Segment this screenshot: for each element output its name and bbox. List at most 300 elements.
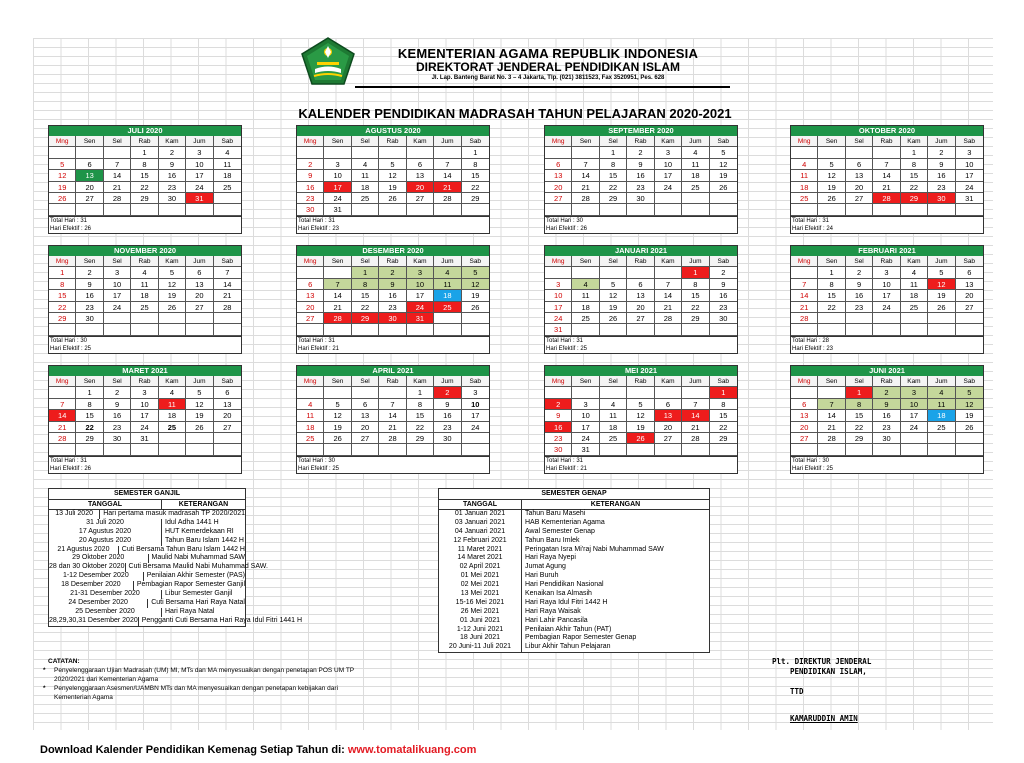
day-cell: 12 [49, 170, 76, 181]
day-cell: 5 [710, 147, 737, 158]
table-row [439, 608, 709, 617]
empty-cell [186, 324, 213, 335]
day-name: Kam [655, 376, 682, 387]
empty-cell [545, 147, 572, 158]
row-description: Tahun Baru Masehi [525, 510, 586, 517]
day-cell: 25 [214, 182, 241, 193]
day-cell: 15 [76, 410, 103, 421]
month-calendar [48, 365, 242, 474]
day-cell: 1 [49, 267, 76, 278]
empty-cell [873, 444, 900, 455]
empty-cell [655, 444, 682, 455]
row-description: Kenaikan Isa Almasih [525, 590, 592, 598]
month-grid [791, 376, 983, 456]
day-name: Jum [682, 376, 709, 387]
day-cell: 9 [379, 279, 406, 290]
row-description: Hari Raya Natal [165, 607, 215, 615]
day-cell: 31 [572, 444, 599, 455]
day-name: Sen [76, 256, 103, 267]
month-grid [791, 136, 983, 216]
day-name: Rab [873, 136, 900, 147]
month-grid [545, 136, 737, 216]
month-grid [49, 376, 241, 456]
empty-cell [186, 204, 213, 215]
row-date: 12 Februari 2021 [439, 537, 522, 546]
column-header-date: TANGGAL [439, 500, 522, 509]
empty-cell [324, 387, 351, 398]
month-title: AGUSTUS 2020 [297, 126, 489, 136]
day-cell: 17 [104, 290, 131, 301]
day-cell: 16 [434, 410, 461, 421]
day-cell: 12 [710, 159, 737, 170]
empty-cell [186, 313, 213, 324]
empty-cell [600, 204, 627, 215]
empty-cell [901, 444, 928, 455]
day-cell: 24 [956, 182, 983, 193]
day-cell: 12 [186, 399, 213, 410]
day-cell: 17 [186, 170, 213, 181]
day-cell: 6 [407, 159, 434, 170]
signer-title-2: PENDIDIKAN ISLAM, [790, 667, 867, 676]
day-name: Sen [324, 376, 351, 387]
day-name: Mng [791, 136, 818, 147]
total-days: Total Hari : 30 [792, 457, 830, 464]
month-grid [49, 256, 241, 336]
day-cell: 12 [462, 279, 489, 290]
empty-cell [846, 444, 873, 455]
day-cell: 29 [352, 313, 379, 324]
empty-cell [49, 204, 76, 215]
day-cell: 22 [49, 302, 76, 313]
day-cell: 2 [297, 159, 324, 170]
month-title: JUNI 2021 [791, 366, 983, 376]
day-cell: 22 [352, 302, 379, 313]
day-cell: 9 [297, 170, 324, 181]
day-cell: 3 [462, 387, 489, 398]
day-cell: 6 [956, 267, 983, 278]
day-cell: 8 [352, 279, 379, 290]
day-cell: 16 [846, 290, 873, 301]
day-name: Rab [873, 376, 900, 387]
day-cell: 27 [655, 433, 682, 444]
day-name: Jum [186, 136, 213, 147]
row-date: 01 Januari 2021 [439, 510, 522, 519]
day-cell: 6 [186, 267, 213, 278]
day-cell: 25 [901, 302, 928, 313]
empty-cell [545, 387, 572, 398]
day-cell: 6 [297, 279, 324, 290]
day-cell: 25 [159, 422, 186, 433]
day-name: Rab [627, 376, 654, 387]
row-description: Tahun Baru Islam 1442 H [165, 536, 244, 544]
month-calendar [544, 365, 738, 474]
row-date: 28 dan 30 Oktober 2020 [49, 563, 125, 571]
row-description: Hari Buruh [525, 572, 559, 580]
day-cell: 17 [462, 410, 489, 421]
empty-cell [434, 204, 461, 215]
day-cell: 17 [324, 182, 351, 193]
day-cell: 11 [682, 159, 709, 170]
day-cell: 4 [352, 159, 379, 170]
day-cell: 1 [710, 387, 737, 398]
day-cell: 8 [846, 399, 873, 410]
day-cell: 16 [379, 290, 406, 301]
day-cell: 15 [462, 170, 489, 181]
day-cell: 26 [49, 193, 76, 204]
day-name: Kam [159, 136, 186, 147]
day-cell: 30 [379, 313, 406, 324]
day-cell: 25 [572, 313, 599, 324]
note-item: * Penyelenggaraan Ujian Madrasah (UM) MI, MTs dan MA menyesuaikan dengan penetapan POS UM TP 2020/2021 dari Kementerian Agama [48, 666, 368, 684]
day-cell: 3 [186, 147, 213, 158]
day-cell: 1 [462, 147, 489, 158]
day-name: Kam [407, 136, 434, 147]
directorate-name: DIREKTORAT JENDERAL PENDIDIKAN ISLAM [415, 60, 681, 74]
empty-cell [682, 387, 709, 398]
day-cell: 21 [324, 302, 351, 313]
table-row [49, 572, 245, 581]
day-name: Sab [956, 136, 983, 147]
day-cell: 19 [462, 290, 489, 301]
empty-cell [297, 444, 324, 455]
day-cell: 7 [818, 399, 845, 410]
day-cell: 24 [873, 302, 900, 313]
day-name: Sel [600, 376, 627, 387]
empty-cell [572, 324, 599, 335]
empty-cell [956, 324, 983, 335]
day-name: Mng [49, 136, 76, 147]
month-grid [545, 376, 737, 456]
day-cell: 8 [901, 159, 928, 170]
month-summary [297, 456, 489, 473]
day-cell: 10 [545, 290, 572, 301]
day-cell: 21 [818, 422, 845, 433]
empty-cell [434, 324, 461, 335]
empty-cell [791, 267, 818, 278]
day-name: Kam [901, 376, 928, 387]
day-cell: 6 [846, 159, 873, 170]
day-cell: 24 [901, 422, 928, 433]
day-cell: 27 [956, 302, 983, 313]
empty-cell [352, 147, 379, 158]
empty-cell [818, 204, 845, 215]
day-name: Kam [901, 256, 928, 267]
day-cell: 9 [545, 410, 572, 421]
day-cell: 8 [682, 279, 709, 290]
day-cell: 5 [928, 267, 955, 278]
empty-cell [682, 324, 709, 335]
empty-cell [352, 324, 379, 335]
day-cell: 15 [49, 290, 76, 301]
table-row [439, 643, 709, 652]
day-name: Rab [873, 256, 900, 267]
empty-cell [214, 324, 241, 335]
row-description: Pengganti Cuti Bersama Hari Raya Idul Fitri 1441 H [141, 616, 303, 624]
day-name: Kam [407, 256, 434, 267]
day-cell: 10 [131, 399, 158, 410]
day-name: Kam [159, 256, 186, 267]
total-days: Total Hari : 31 [792, 217, 830, 224]
total-days: Total Hari : 31 [50, 457, 88, 464]
empty-cell [818, 387, 845, 398]
table-row [439, 590, 709, 599]
day-name: Sel [104, 376, 131, 387]
day-cell: 14 [791, 290, 818, 301]
day-cell: 30 [545, 444, 572, 455]
month-calendar [48, 245, 242, 354]
table-row [49, 528, 245, 537]
day-cell: 26 [324, 433, 351, 444]
column-header-description: KETERANGAN [590, 501, 641, 508]
day-name: Rab [379, 256, 406, 267]
empty-cell [956, 204, 983, 215]
day-name: Sab [710, 136, 737, 147]
table-row [439, 537, 709, 546]
day-cell: 2 [159, 147, 186, 158]
empty-cell [104, 313, 131, 324]
day-cell: 9 [76, 279, 103, 290]
day-cell: 4 [572, 279, 599, 290]
day-cell: 4 [131, 267, 158, 278]
day-cell: 22 [682, 302, 709, 313]
empty-cell [49, 324, 76, 335]
month-grid [49, 136, 241, 216]
month-calendar [296, 245, 490, 354]
day-name: Mng [297, 376, 324, 387]
day-cell: 11 [352, 170, 379, 181]
day-cell: 25 [131, 302, 158, 313]
day-cell: 26 [159, 302, 186, 313]
table-row [439, 572, 709, 581]
day-cell: 29 [846, 433, 873, 444]
semester-ganjil-table [48, 488, 303, 627]
day-cell: 30 [159, 193, 186, 204]
day-cell: 16 [545, 422, 572, 433]
month-summary [297, 216, 489, 233]
day-name: Rab [379, 376, 406, 387]
day-cell: 14 [572, 170, 599, 181]
day-cell: 5 [600, 279, 627, 290]
month-calendar [544, 125, 738, 234]
day-cell: 3 [324, 159, 351, 170]
day-cell: 9 [627, 159, 654, 170]
day-cell: 25 [434, 302, 461, 313]
day-cell: 28 [104, 193, 131, 204]
day-cell: 8 [407, 399, 434, 410]
day-name: Sab [214, 136, 241, 147]
day-cell: 20 [956, 290, 983, 301]
day-cell: 4 [297, 399, 324, 410]
header-divider [355, 86, 730, 88]
day-cell: 13 [655, 410, 682, 421]
day-cell: 29 [901, 193, 928, 204]
row-description: Tahun Baru Imlek [525, 536, 580, 544]
row-date: 02 Mei 2021 [439, 581, 522, 590]
day-cell: 17 [131, 410, 158, 421]
day-cell: 9 [710, 279, 737, 290]
day-cell: 21 [379, 422, 406, 433]
day-name: Sab [462, 136, 489, 147]
day-cell: 11 [131, 279, 158, 290]
day-cell: 30 [104, 433, 131, 444]
day-name: Jum [434, 136, 461, 147]
address: Jl. Lap. Banteng Barat No. 3 – 4 Jakarta, Tlp. (021) 3811523, Fax 3520951, Pes. 628 [431, 75, 665, 81]
day-name: Sel [352, 136, 379, 147]
day-cell: 10 [186, 159, 213, 170]
day-cell: 18 [928, 410, 955, 421]
day-cell: 15 [901, 170, 928, 181]
empty-cell [956, 433, 983, 444]
day-cell: 4 [434, 267, 461, 278]
empty-cell [214, 193, 241, 204]
empty-cell [324, 147, 351, 158]
month-grid [545, 256, 737, 336]
day-cell: 3 [104, 267, 131, 278]
empty-cell [297, 267, 324, 278]
month-summary [545, 216, 737, 233]
day-cell: 22 [600, 182, 627, 193]
empty-cell [655, 204, 682, 215]
day-cell: 19 [186, 410, 213, 421]
total-days: Total Hari : 31 [50, 217, 88, 224]
day-name: Sab [462, 376, 489, 387]
month-summary [49, 216, 241, 233]
day-cell: 28 [434, 193, 461, 204]
day-cell: 1 [818, 267, 845, 278]
empty-cell [791, 204, 818, 215]
day-cell: 21 [572, 182, 599, 193]
empty-cell [655, 387, 682, 398]
day-cell: 13 [214, 399, 241, 410]
day-name: Sen [76, 136, 103, 147]
day-cell: 24 [104, 302, 131, 313]
month-title: OKTOBER 2020 [791, 126, 983, 136]
empty-cell [379, 444, 406, 455]
day-cell: 19 [928, 290, 955, 301]
day-cell: 10 [407, 279, 434, 290]
day-cell: 20 [791, 422, 818, 433]
day-name: Jum [434, 256, 461, 267]
row-description: Jumat Agung [525, 563, 566, 571]
footer-link[interactable]: www.tomatalikuang.com [347, 744, 477, 756]
day-cell: 28 [682, 433, 709, 444]
day-cell: 9 [159, 159, 186, 170]
empty-cell [76, 204, 103, 215]
day-cell: 19 [600, 302, 627, 313]
day-cell: 19 [818, 182, 845, 193]
day-cell: 26 [600, 313, 627, 324]
table-row [49, 590, 245, 599]
day-name: Sel [352, 256, 379, 267]
day-cell: 17 [901, 410, 928, 421]
day-name: Kam [901, 136, 928, 147]
month-grid [297, 256, 489, 336]
day-cell: 18 [131, 290, 158, 301]
day-cell: 11 [297, 410, 324, 421]
day-cell: 16 [159, 170, 186, 181]
day-cell: 15 [846, 410, 873, 421]
row-description: Penilaian Akhir Tahun (PAT) [525, 625, 612, 633]
empty-cell [407, 204, 434, 215]
footer [40, 744, 476, 756]
empty-cell [901, 313, 928, 324]
day-cell: 17 [873, 290, 900, 301]
day-cell: 26 [627, 433, 654, 444]
day-cell: 27 [352, 433, 379, 444]
day-cell: 15 [710, 410, 737, 421]
day-cell: 14 [434, 170, 461, 181]
day-cell: 2 [379, 267, 406, 278]
day-cell: 1 [352, 267, 379, 278]
day-name: Sen [324, 256, 351, 267]
table-row [439, 563, 709, 572]
empty-cell [873, 147, 900, 158]
day-cell: 27 [627, 313, 654, 324]
empty-cell [104, 147, 131, 158]
day-name: Rab [627, 136, 654, 147]
day-cell: 15 [600, 170, 627, 181]
day-cell: 17 [572, 422, 599, 433]
day-cell: 1 [600, 147, 627, 158]
day-cell: 30 [297, 204, 324, 215]
table-row [49, 510, 245, 519]
empty-cell [76, 147, 103, 158]
day-name: Mng [791, 376, 818, 387]
table-row [439, 617, 709, 626]
effective-days: Hari Efektif : 25 [298, 465, 340, 472]
month-calendar [296, 365, 490, 474]
empty-cell [873, 204, 900, 215]
day-cell: 28 [49, 433, 76, 444]
table-row [49, 616, 303, 626]
month-summary [791, 456, 983, 473]
day-cell: 18 [159, 410, 186, 421]
row-description: Cuti Bersama Maulid Nabi Muhammad SAW. [128, 563, 268, 571]
notes-title: CATATAN: [48, 658, 80, 665]
table-row [49, 608, 245, 617]
day-cell: 22 [846, 422, 873, 433]
day-cell: 27 [214, 422, 241, 433]
day-cell: 14 [682, 410, 709, 421]
day-cell: 29 [682, 313, 709, 324]
day-cell: 8 [49, 279, 76, 290]
empty-cell [462, 204, 489, 215]
day-cell: 11 [600, 410, 627, 421]
day-name: Kam [655, 256, 682, 267]
day-cell: 27 [407, 193, 434, 204]
day-cell: 11 [901, 279, 928, 290]
day-cell: 5 [159, 267, 186, 278]
month-title: JULI 2020 [49, 126, 241, 136]
semester-header [49, 500, 245, 510]
day-cell: 20 [297, 302, 324, 313]
empty-cell [600, 267, 627, 278]
note-item: * Penyelenggaraan Asesmen/UAMBN MTs dan MA menyesuaikan dengan penetapan kebijakan dari Kementerian Agama [48, 684, 368, 702]
day-cell: 31 [545, 324, 572, 335]
total-days: Total Hari : 30 [546, 217, 584, 224]
month-title: SEPTEMBER 2020 [545, 126, 737, 136]
empty-cell [159, 204, 186, 215]
month-title: NOVEMBER 2020 [49, 246, 241, 256]
row-date: 25 Desember 2020 [49, 608, 162, 617]
day-cell: 11 [791, 170, 818, 181]
day-cell: 21 [873, 182, 900, 193]
day-name: Jum [928, 376, 955, 387]
day-name: Sen [76, 376, 103, 387]
day-cell: 6 [76, 159, 103, 170]
day-cell: 27 [791, 433, 818, 444]
month-summary [545, 336, 737, 353]
